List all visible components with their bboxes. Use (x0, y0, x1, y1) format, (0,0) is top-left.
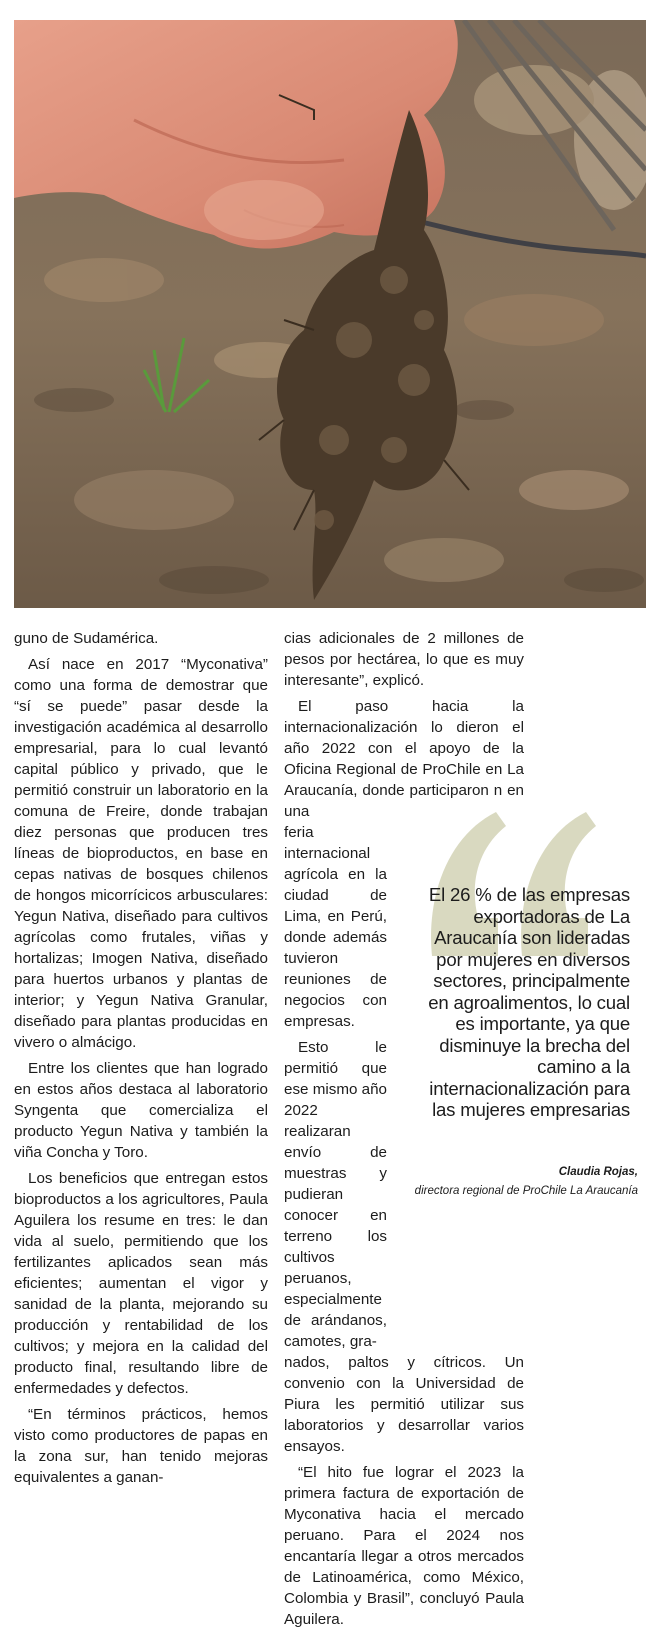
quote-author-name: Claudia Rojas, (558, 1166, 638, 1178)
paragraph: Así nace en 2017 “Myconativa” como una forma de demostrar que “sí se puede” pasar desde la investigación académica al desarrollo empresarial, para lo cual levantó capital público y privado, que le permitió construir un laboratorio en la comuna de Freire, donde trabajan diez personas que producen tres líneas de bioproductos, en base en cepas nativas de bosques chilenos de hongos micorrícicos arbusculares: Yegun Nativa, diseñado para cultivos agrícolas como frutales, viñas y hortalizas; Imogen Nativa, diseñado para huertos urbanos y plantas de interior; y Yegun Nativa Granular, diseñado para plantas producidas en vivero o almácigo. (14, 656, 268, 1051)
article-photo (14, 20, 646, 608)
paragraph: “El hito fue lograr el 2023 la primera factura de exportación de Myconativa hacia el mercado peruano. Para el 2024 nos encantaría llegar a otros mercados de Latinoamérica, como México, Colombia y Brasil”, concluyó Paula Aguilera. (284, 1464, 524, 1628)
quote-author-role: directora regional de ProChile La Araucanía (414, 1185, 638, 1197)
pull-quote (418, 806, 648, 1136)
paragraph: El paso hacia la internacionalización lo dieron el año 2022 con el apoyo de la Oficina Regional de ProChile en La Araucanía, donde participaron n en una (284, 698, 524, 820)
paragraph: guno de Sudamérica. (14, 630, 159, 647)
paragraph: Entre los clientes que han logrado en estos años destaca al laboratorio Syngenta que comercializa el producto Yegun Nativa y también la viña Concha y Toro. (14, 1060, 268, 1161)
paragraph: nados, paltos y cítricos. Un convenio con la Universidad de Piura les permitió utilizar sus laboratorios y desarrollar varios ensayos. (284, 1354, 524, 1455)
pull-quote-text: El 26 % de las empresas exportadoras de La Araucanía son lideradas por mujeres en diversos sectores, principalmente en agroalimentos, lo cual es importante, ya que disminuye la brecha del camino a la internacionalización para las mujeres empresarias (428, 884, 630, 1120)
quote-attribution (380, 1163, 638, 1201)
paragraph: “En términos prácticos, hemos visto como productores de papas en la zona sur, han tenido mejoras equivalentes a ganan- (14, 1406, 268, 1486)
paragraph: Los beneficios que entregan estos bioproductos a los agricultores, Paula Aguilera los resume en tres: le dan vida al suelo, permitiendo que los fertilizantes aplicados sean más eficientes; aumentan el vigor y sanidad de la planta, mejorando su producción y rentabilidad de los cultivos; y mejora en la calidad del producto final, resultando libre de enfermedades y defectos. (14, 1170, 268, 1397)
hand-holding-root-icon (14, 20, 646, 608)
paragraph: Esto le permitió que ese mismo año 2022 realizaran envío de muestras y pudieran conocer en terreno los cultivos peruanos, especialmente de arándanos, camotes, gra- (284, 1039, 387, 1350)
paragraph: feria internacional agrícola en la ciudad de Lima, en Perú, donde además tuvieron reuniones de negocios con empresas. (284, 824, 387, 1030)
paragraph: cias adicionales de 2 millones de pesos por hectárea, lo que es muy interesante”, explicó. (284, 630, 524, 689)
article-column-1 (14, 628, 268, 1493)
